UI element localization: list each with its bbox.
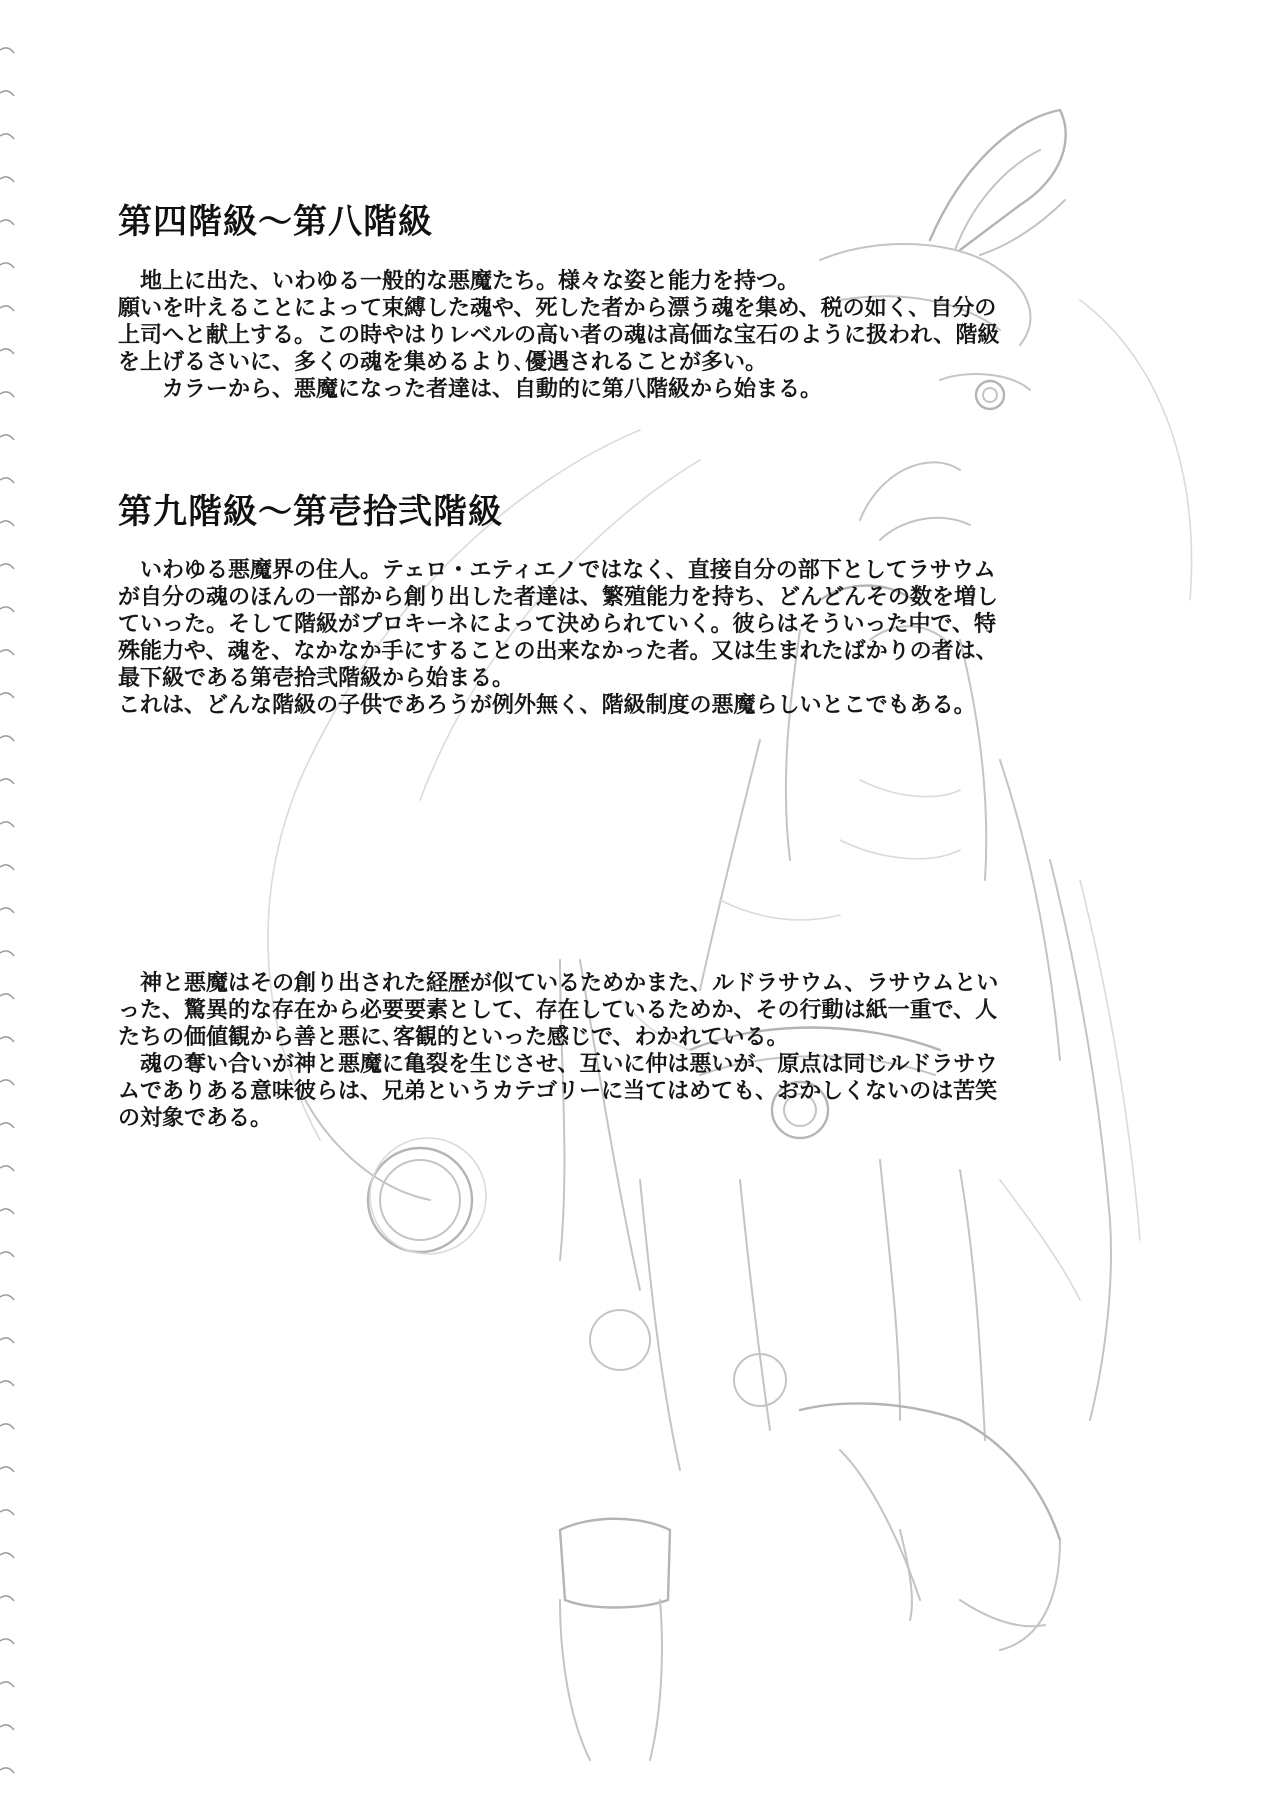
section-body-rank-4-8	[118, 268, 1178, 403]
text-line: った、驚異的な存在から必要要素として、存在しているためか、その行動は紙一重で、人	[118, 998, 998, 1023]
section-heading-rank-4-8: 第四階級〜第八階級	[118, 202, 433, 242]
section-heading-rank-9-12: 第九階級〜第壱拾弐階級	[118, 492, 503, 532]
section-body-rank-9-12	[118, 557, 1178, 719]
text-line: 殊能力や、魂を、なかなか手にすることの出来なかった者。又は生まれたばかりの者は、	[118, 639, 998, 664]
text-line: が自分の魂のほんの一部から創り出した者達は、繁殖能力を持ち、どんどんその数を増し	[118, 585, 999, 610]
text-line: ていった。そして階級がプロキーネによって決められていく。彼らはそういった中で、特	[118, 612, 997, 637]
text-line: たちの価値観から善と悪に､客観的といった感じで、わかれている。	[118, 1025, 789, 1050]
text-line: 願いを叶えることによって束縛した魂や、死した者から漂う魂を集め、税の如く、自分の	[118, 296, 997, 321]
text-line: 上司へと献上する。この時やはりレベルの高い者の魂は高価な宝石のように扱われ、階級	[118, 323, 1000, 348]
text-line: を上げるさいに、多くの魂を集めるより､優遇されることが多い。	[118, 350, 768, 375]
text-line: 神と悪魔はその創り出された経歴が似ているためかまた、ルドラサウム、ラサウムとい	[118, 971, 999, 996]
text-line: ムでありある意味彼らは、兄弟というカテゴリーに当てはめても、おかしくないのは苦笑	[118, 1079, 998, 1104]
section-body-gods-and-demons	[118, 970, 1178, 1132]
text-line: の対象である。	[118, 1106, 273, 1131]
text-line: 魂の奪い合いが神と悪魔に亀裂を生じさせ、互いに仲は悪いが、原点は同じルドラサウ	[118, 1052, 998, 1077]
text-line: いわゆる悪魔界の住人。テェロ・エティエノではなく、直接自分の部下としてラサウム	[118, 558, 996, 583]
text-line: 地上に出た、いわゆる一般的な悪魔たち。様々な姿と能力を持つ。	[118, 269, 800, 294]
text-line: カラーから、悪魔になった者達は、自動的に第八階級から始まる。	[118, 377, 823, 402]
text-line: 最下級である第壱拾弐階級から始まる。	[118, 666, 515, 691]
text-line: これは、どんな階級の子供であろうが例外無く、階級制度の悪魔らしいとこでもある。	[118, 693, 976, 718]
